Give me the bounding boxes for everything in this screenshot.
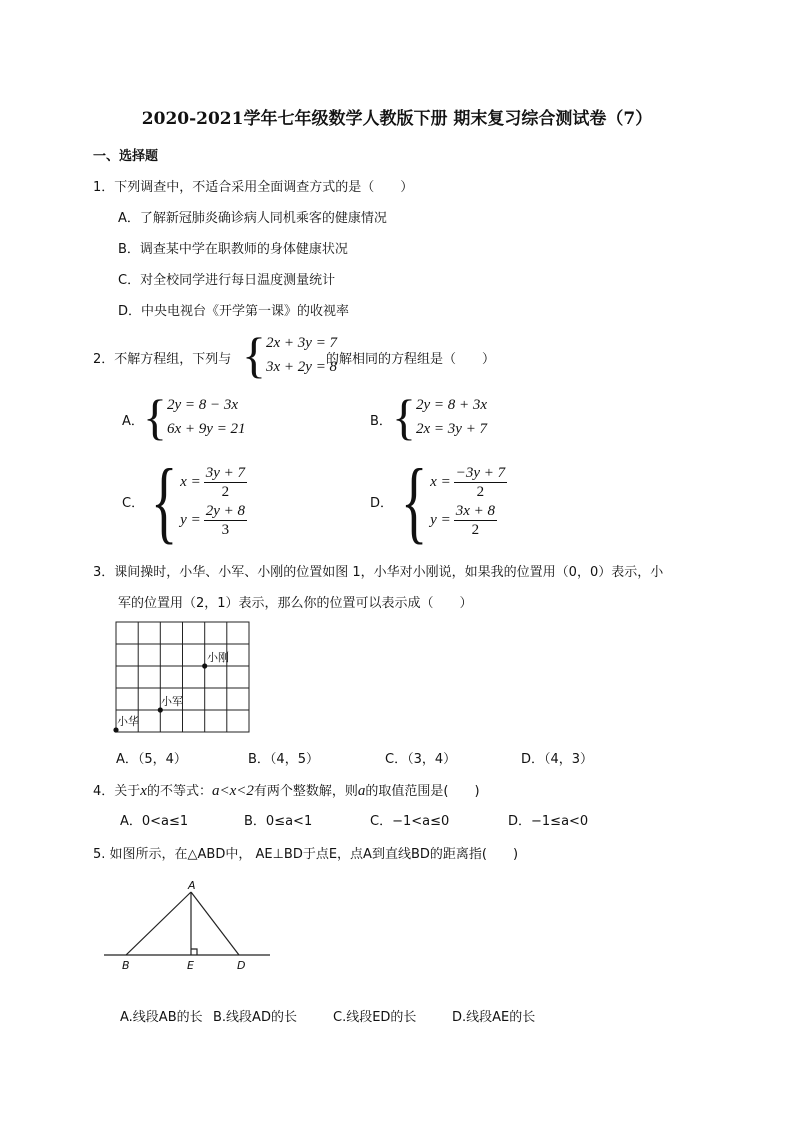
q3-point-jun [158, 707, 163, 712]
q1-option-a: A．了解新冠肺炎确诊病人同机乘客的健康情况 [118, 211, 387, 226]
q2-d-eq2-numerator: 3x + 8 [455, 502, 495, 519]
q1-option-b: B．调查某中学在职教师的身体健康状况 [118, 242, 348, 257]
q5-option-c: C.线段ED的长 [333, 1010, 417, 1025]
q3-stem-line2: 军的位置用（2，1）表示，那么你的位置可以表示成（ ） [118, 596, 473, 611]
q4-option-a: A．0<a≤1 [120, 814, 189, 829]
q3-option-a: A．（5，4） [116, 752, 187, 767]
q4-stem-a: a [357, 783, 366, 799]
q2-stem-post: 的解相同的方程组是（ ） [326, 352, 496, 367]
q2-option-a-label: A． [122, 414, 144, 429]
q2-option-c: { x = $\frac{3y + 7}{2}$ y = $\frac{2y + 8}{3}$ [150, 450, 245, 552]
q2-d-eq1-denominator: 2 [476, 483, 485, 500]
q4-stem-x: x [140, 783, 147, 799]
q5-option-d: D.线段AE的长 [452, 1010, 536, 1025]
q3-label-gang: 小刚 [207, 651, 229, 664]
section-heading: 一、选择题 [93, 149, 159, 164]
q2-c-eq2-denominator: 3 [221, 521, 230, 538]
q3-position-grid [108, 616, 258, 738]
q2-system: { 2x + 3y = 7 3x + 2y = 8 [242, 327, 338, 383]
q2-d-eq1-lhs: x = [430, 474, 451, 490]
q1-stem: 1．下列调查中，不适合采用全面调查方式的是（ ） [93, 180, 414, 195]
q5-label-d: D [237, 959, 246, 972]
q2-c-eq1-denominator: 2 [221, 483, 230, 500]
q2-option-d: { x = $\frac{-3y + 7}{2}$ y = $\frac{3x + 8}{2}$ [400, 450, 506, 552]
q5-label-e: E [187, 959, 194, 972]
q5-right-angle-mark [191, 949, 197, 955]
q5-option-a: A.线段AB的长 [120, 1010, 203, 1025]
q3-point-gang [202, 663, 207, 668]
q3-label-hua: 小华 [117, 715, 139, 728]
q5-label-a: A [188, 879, 196, 892]
q2-stem-pre: 2．不解方程组，下列与 [93, 352, 232, 367]
q4-stem-ineq: a<x<2 [211, 783, 254, 799]
q2-option-b-label: B． [370, 414, 392, 429]
q4-option-b: B．0≤a<1 [244, 814, 313, 829]
q5-label-b: B [122, 959, 130, 972]
q5-segment-ad [191, 892, 239, 955]
q2-option-a: { 2y = 8 − 3x 6x + 9y = 21 [143, 389, 246, 445]
q5-triangle-figure [100, 876, 275, 974]
q1-option-c: C．对全校同学进行每日温度测量统计 [118, 273, 336, 288]
q2-system-eq1: 2x + 3y = 7 [266, 335, 338, 351]
q2-c-eq2-numerator: 2y + 8 [205, 502, 245, 519]
q4-stem-mid: 的不等式： [146, 784, 212, 799]
q3-option-d: D．（4，3） [521, 752, 594, 767]
q3-stem-line1: 3．课间操时，小华、小军、小刚的位置如图 1，小华对小刚说，如果我的位置用（0，0）表示，小 [93, 565, 664, 580]
q2-b-eq1: 2y = 8 + 3x [416, 397, 488, 413]
q4-option-d: D．−1≤a<0 [508, 814, 589, 829]
page-title: 2020-2021学年七年级数学人教版下册 期末复习综合测试卷（7） [141, 109, 653, 129]
q2-d-eq2-lhs: y = [430, 512, 451, 528]
q4-stem-post: 有两个整数解，则 [253, 784, 358, 799]
q2-c-eq1-numerator: 3y + 7 [205, 464, 245, 481]
q2-d-eq2-denominator: 2 [471, 521, 480, 538]
q3-point-hua [113, 727, 118, 732]
q2-b-eq2: 2x = 3y + 7 [416, 421, 488, 437]
q3-option-b: B．（4，5） [248, 752, 319, 767]
q2-system-eq2: 3x + 2y = 8 [266, 359, 338, 375]
q2-a-eq1: 2y = 8 − 3x [167, 397, 239, 413]
q5-segment-ab [126, 892, 191, 955]
q2-d-eq1-numerator: −3y + 7 [455, 464, 506, 481]
q2-a-eq2: 6x + 9y = 21 [167, 421, 246, 437]
q2-option-c-label: C． [122, 496, 145, 511]
q4-stem-end: 的取值范围是( ) [365, 784, 480, 799]
q2-option-d-label: D． [370, 496, 394, 511]
q2-c-eq1-lhs: x = [180, 474, 201, 490]
q1-option-d: D．中央电视台《开学第一课》的收视率 [118, 304, 350, 319]
q5-option-b: B.线段AD的长 [213, 1010, 297, 1025]
q3-option-c: C．（3，4） [385, 752, 457, 767]
q2-option-b: { 2y = 8 + 3x 2x = 3y + 7 [392, 389, 488, 445]
q4-option-c: C．−1<a≤0 [370, 814, 450, 829]
q2-c-eq2-lhs: y = [180, 512, 201, 528]
q4-stem-pre: 4．关于 [93, 784, 141, 799]
q4-stem [93, 780, 480, 800]
q3-label-jun: 小军 [161, 695, 183, 708]
q5-stem: 5. 如图所示，在△ABD中， AE⊥BD于点E，点A到直线BD的距离指( ) [93, 847, 519, 862]
